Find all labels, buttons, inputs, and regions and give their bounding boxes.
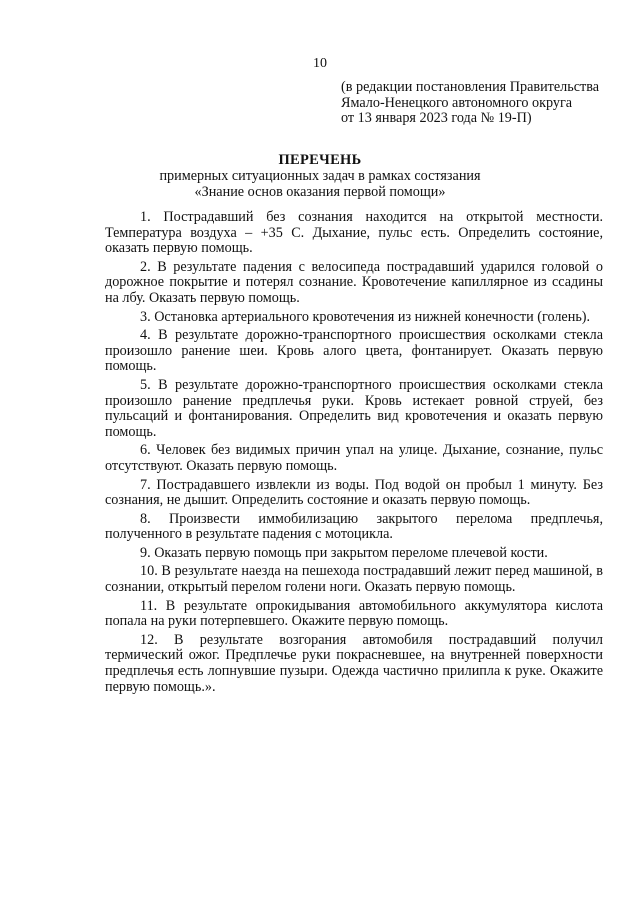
amendment-note xyxy=(341,80,631,127)
task-item: 4. В результате дорожно-транспортного происшествия осколками стекла произошло ранение шеи. Кровь алого цвета, фонтанирует. Оказать первую помощь. xyxy=(105,327,603,375)
task-item: 9. Оказать первую помощь при закрытом переломе плечевой кости. xyxy=(140,544,548,561)
task-item: 11. В результате опрокидывания автомобильного аккумулятора кислота попала на руки потерпевшего. Окажите первую помощь. xyxy=(105,597,603,630)
amendment-line: (в редакции постановления Правительства xyxy=(341,79,600,95)
task-item: 12. В результате возгорания автомобиля пострадавший получил термический ожог. Предплечье руки покрасневшее, на внутренней поверхности предплечья есть лопнувшие пузыри. Одежда частично прилипла к руке. Окажите первую помощь.». xyxy=(105,631,603,695)
task-item: 7. Пострадавшего извлекли из воды. Под водой он пробыл 1 минуту. Без сознания, не дышит. Определить состояние и оказать первую помощь. xyxy=(105,476,603,509)
amendment-line: Ямало-Ненецкого автономного округа xyxy=(341,94,573,111)
task-item: 5. В результате дорожно-транспортного происшествия осколками стекла произошло ранение предплечья руки. Кровь истекает ровной струей, без пульсаций и фонтанирования. Определить вид кровотечения и оказать первую помощь. xyxy=(105,376,603,440)
task-item: 2. В результате падения с велосипеда пострадавший ударился головой о дорожное покрытие и потерял сознание. Кровотечение капиллярное из ссадины на лбу. Оказать первую помощь. xyxy=(105,258,603,306)
document-heading xyxy=(0,152,640,200)
page-number: 10 xyxy=(313,56,327,71)
document-title: ПЕРЕЧЕНЬ xyxy=(278,152,362,168)
document-subtitle-line: примерных ситуационных задач в рамках состязания xyxy=(159,168,481,184)
task-item: 10. В результате наезда на пешехода пострадавший лежит перед машиной, в сознании, открытый перелом голени ноги. Оказать первую помощь. xyxy=(105,563,603,596)
task-item: 6. Человек без видимых причин упал на улице. Дыхание, сознание, пульс отсутствуют. Оказать первую помощь. xyxy=(105,442,603,474)
document-subtitle-line: «Знание основ оказания первой помощи» xyxy=(194,183,446,200)
amendment-line: от 13 января 2023 года № 19-П) xyxy=(341,110,532,127)
task-item: 3. Остановка артериального кровотечения из нижней конечности (голень). xyxy=(140,308,591,325)
task-item: 8. Произвести иммобилизацию закрытого перелома предплечья, полученного в результате падения с мотоцикла. xyxy=(105,510,603,543)
task-item: 1. Пострадавший без сознания находится на открытой местности. Температура воздуха – +35 С. Дыхание, пульс есть. Определить состояние, оказать первую помощь. xyxy=(105,209,603,257)
task-list xyxy=(105,210,603,698)
